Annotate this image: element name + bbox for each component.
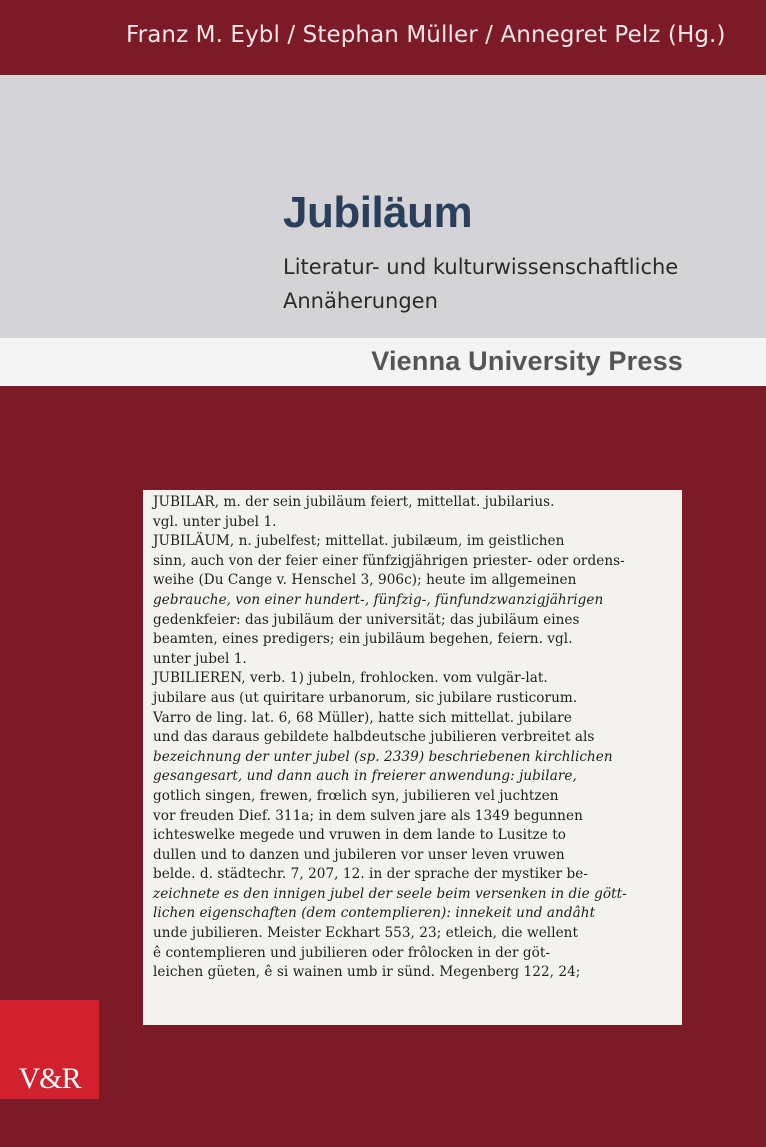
excerpt-line: vgl. unter jubel 1. [153,513,277,530]
excerpt-line: beamten, eines predigers; ein jubiläum begehen, feiern. vgl. [153,631,573,648]
excerpt-line: gedenkfeier: das jubiläum der universität; das jubiläum eines [153,611,580,628]
publisher-logo [0,1000,99,1099]
publisher-name: Vienna University Press [371,346,683,376]
excerpt-line: und das daraus gebildete halbdeutsche jubilieren verbreitet als [153,729,595,746]
excerpt-line: leichen güeten, ê si wainen umb ir sünd. Megenberg 122, 24; [153,964,581,981]
excerpt-line: ê contemplieren und jubilieren oder frôlocken in der göt- [153,944,551,961]
excerpt-line: lichen eigenschaften (dem contemplieren): innekeit und andâht [153,905,596,922]
publisher-band [0,338,766,386]
excerpt-line: bezeichnung der unter jubel (sp. 2339) beschriebenen kirchlichen [153,748,613,765]
excerpt-line: Varro de ling. lat. 6, 68 Müller), hatte sich mittellat. jubilare [153,709,572,726]
excerpt-line: zeichnete es den innigen jubel der seele beim versenken in die gött- [153,885,627,902]
excerpt-line: belde. d. städtechr. 7, 207, 12. in der sprache der mystiker be- [153,866,588,883]
excerpt-line: weihe (Du Cange v. Henschel 3, 906c); heute im allgemeinen [153,572,577,589]
excerpt-line: JUBILÄUM, n. jubelfest; mittellat. jubilæum, im geistlichen [153,533,565,550]
excerpt-line: sinn, auch von der feier einer fünfzigjährigen priester- oder ordens- [153,552,625,569]
excerpt-line: gebrauche, von einer hundert-, fünfzig-, fünfundzwanzigjährigen [153,591,604,608]
excerpt-line: dullen und to danzen und jubileren vor unser leven vruwen [153,846,565,863]
excerpt-line: JUBILIEREN, verb. 1) jubeln, frohlocken. vom vulgär-lat. [153,670,548,687]
excerpt-line: vor freuden Dief. 311a; in dem sulven jare als 1349 begunnen [153,807,583,824]
excerpt-line: gesangesart, und dann auch in freierer anwendung: jubilare, [153,768,577,785]
authors-bar [0,0,766,75]
book-subtitle [283,250,733,318]
excerpt-line: jubilare aus (ut quiritare urbanorum, sic jubilare rusticorum. [153,689,578,706]
excerpt-line: gotlich singen, frewen, frœlich syn, jubilieren vel juchtzen [153,787,559,804]
subtitle-line: Annäherungen [283,289,438,313]
excerpt-line: ichteswelke megede und vruwen in dem lande to Lusitze to [153,827,566,844]
authors: Franz M. Eybl / Stephan Müller / Annegret Pelz (Hg.) [126,22,726,48]
dictionary-excerpt [143,490,682,1025]
subtitle-line: Literatur- und kulturwissenschaftliche [283,255,679,279]
excerpt-line: unde jubilieren. Meister Eckhart 553, 23; etleich, die wellent [153,925,579,942]
excerpt-line: JUBILAR, m. der sein jubiläum feiert, mittellat. jubilarius. [153,494,555,510]
logo-text: V&R [18,1062,81,1095]
book-title: Jubiläum [283,188,473,237]
excerpt-line: unter jubel 1. [153,650,247,667]
